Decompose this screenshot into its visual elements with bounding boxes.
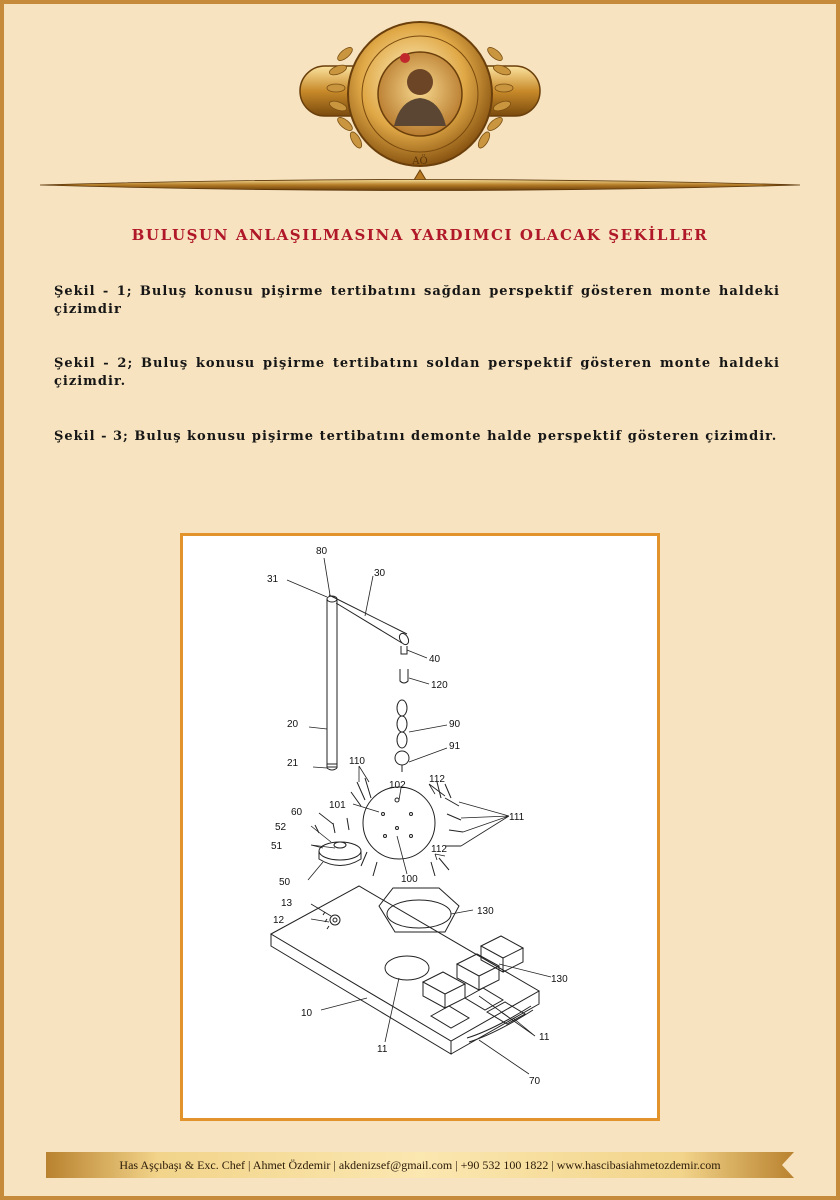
figure-1-description: Şekil - 1; Buluş konusu pişirme tertibatını sağdan perspektif gösteren monte haldeki çizimdir — [54, 284, 780, 317]
label-13: 13 — [281, 898, 293, 909]
label-70: 70 — [529, 1076, 541, 1087]
emblem-initials: AÖ — [412, 156, 428, 167]
label-112-top: 112 — [429, 774, 445, 785]
label-112-bottom: 112 — [431, 844, 447, 855]
label-11-left: 11 — [377, 1044, 388, 1055]
label-91: 91 — [449, 741, 461, 752]
label-51: 51 — [271, 841, 283, 852]
label-101: 101 — [329, 800, 346, 811]
figure-3-description: Şekil - 3; Buluş konusu pişirme tertibatını demonte halde perspektif gösteren çizimdir. — [54, 429, 778, 444]
header-divider — [40, 174, 800, 196]
chef-emblem-logo — [290, 14, 550, 184]
label-30: 30 — [374, 568, 386, 579]
label-20: 20 — [287, 719, 299, 730]
figure-2-description: Şekil - 2; Buluş konusu pişirme tertibatını soldan perspektif gösteren monte haldeki çizimdir. — [54, 356, 780, 389]
footer-contact-text: Has Aşçıbaşı & Exc. Chef | Ahmet Özdemir | akdenizsef@gmail.com | +90 532 100 1822 | www.hascibasiahmetozdemir.com — [119, 1158, 721, 1172]
label-100: 100 — [401, 874, 418, 885]
label-130-tray: 130 — [477, 906, 494, 917]
label-110: 110 — [349, 756, 365, 767]
label-90: 90 — [449, 719, 461, 730]
label-120: 120 — [431, 680, 448, 691]
label-60: 60 — [291, 807, 303, 818]
label-52: 52 — [275, 822, 287, 833]
label-12: 12 — [273, 915, 285, 926]
label-21: 21 — [287, 758, 299, 769]
label-11-right: 11 — [539, 1032, 550, 1043]
patent-drawing-figure — [180, 533, 660, 1121]
label-31: 31 — [267, 574, 279, 585]
label-10: 10 — [301, 1008, 313, 1019]
label-50: 50 — [279, 877, 291, 888]
patent-drawing — [183, 536, 657, 1118]
label-80: 80 — [316, 546, 328, 557]
section-heading: BULUŞUN ANLAŞILMASINA YARDIMCI OLACAK ŞEKİLLER — [131, 226, 709, 244]
label-102: 102 — [389, 780, 406, 791]
label-111: 111 — [509, 812, 525, 823]
label-40: 40 — [429, 654, 441, 665]
label-130-bowls: 130 — [551, 974, 568, 985]
